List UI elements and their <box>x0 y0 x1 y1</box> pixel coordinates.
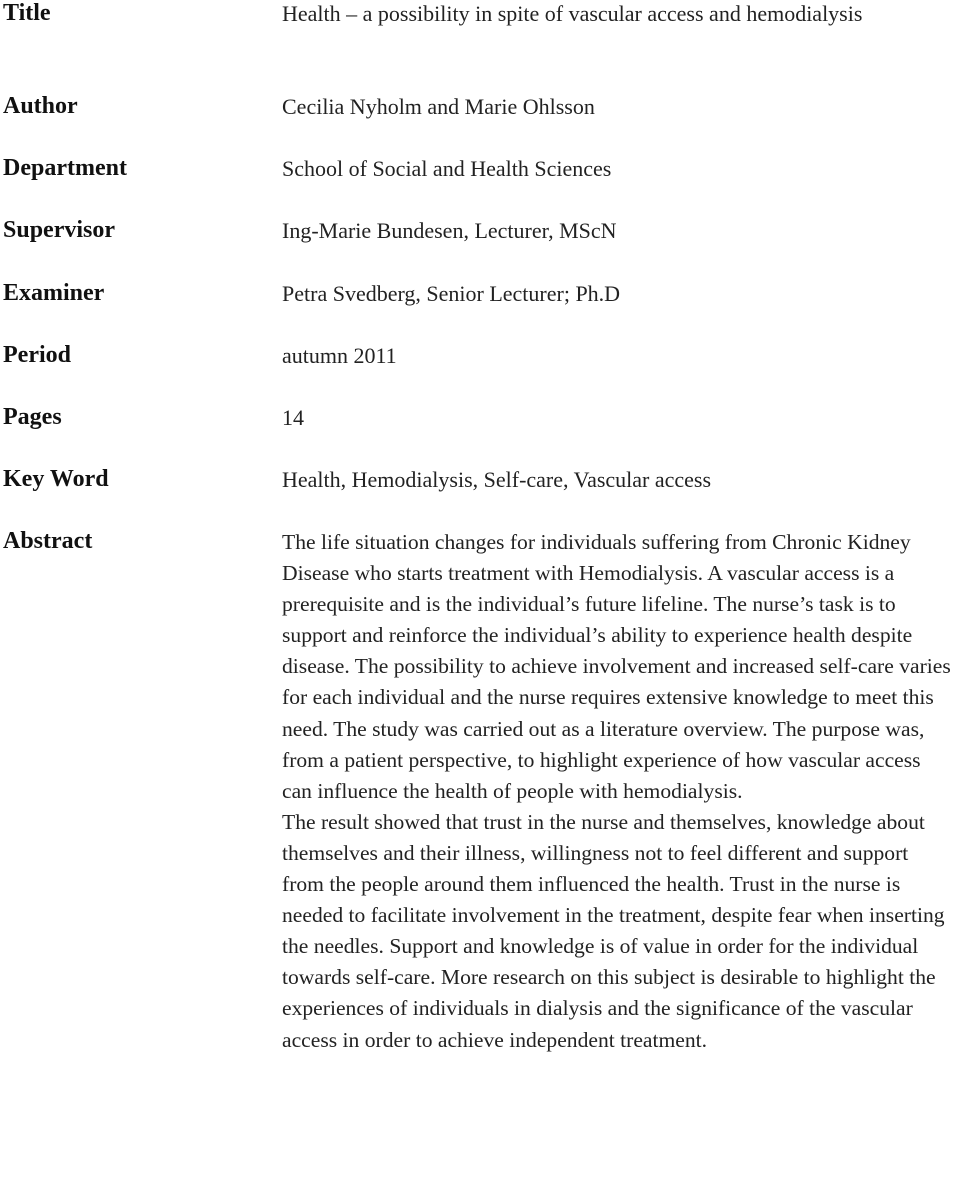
period-label: Period <box>3 342 71 368</box>
department-value: School of Social and Health Sciences <box>282 156 612 181</box>
supervisor-label: Supervisor <box>3 217 116 243</box>
title-value: Health – a possibility in spite of vascular access and hemodialysis <box>282 1 863 26</box>
examiner-label: Examiner <box>3 280 105 306</box>
pages-label: Pages <box>3 404 62 430</box>
title-label: Title <box>3 0 51 26</box>
supervisor-value: Ing-Marie Bundesen, Lecturer, MScN <box>282 218 617 243</box>
keywords-label: Key Word <box>3 466 109 492</box>
keywords-value: Health, Hemodialysis, Self-care, Vascular access <box>282 467 712 492</box>
author-value: Cecilia Nyholm and Marie Ohlsson <box>282 94 595 119</box>
examiner-value: Petra Svedberg, Senior Lecturer; Ph.D <box>282 281 621 306</box>
abstract-paragraph: The life situation changes for individuals suffering from Chronic Kidney Disease who starts treatment with Hemodialysis. A vascular access is a prerequisite and is the individual’s future lifeline. The nurse’s task is to support and reinforce the individual’s ability to experience health despite disease. The possibility to achieve involvement and increased self-care varies for each individual and the nurse requires extensive knowledge to meet this need. The study was carried out as a literature overview. The purpose was, from a patient perspective, to highlight experience of how vascular access can influence the health of people with hemodialysis. <box>282 530 951 803</box>
pages-value: 14 <box>282 405 304 430</box>
period-value: autumn 2011 <box>282 343 397 368</box>
abstract-paragraph: The result showed that trust in the nurse and themselves, knowledge about themselves and their illness, willingness not to feel different and support from the people around them influenced the health. Trust in the nurse is needed to facilitate involvement in the treatment, despite fear when inserting the needles. Support and knowledge is of value in order for the individual towards self-care. More research on this subject is desirable to highlight the experiences of individuals in dialysis and the significance of the vascular access in order to achieve independent treatment. <box>282 809 945 1052</box>
abstract-label: Abstract <box>3 528 93 554</box>
author-label: Author <box>3 93 78 119</box>
abstract-body <box>282 527 954 1056</box>
department-label: Department <box>3 155 127 181</box>
